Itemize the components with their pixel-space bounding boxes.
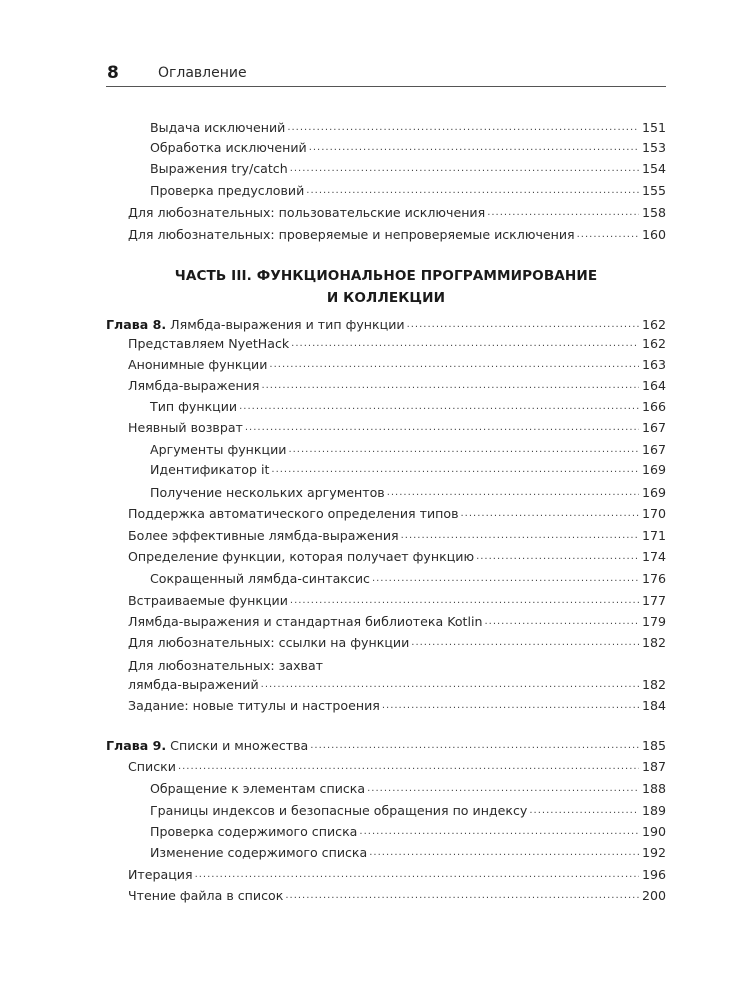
toc-entry[interactable] [106, 377, 666, 394]
toc-entry-label: Для любознательных: проверяемые и непроверяемые исключения [128, 227, 575, 242]
dot-leader [239, 398, 639, 415]
toc-entry-page: 196 [641, 867, 666, 882]
dot-leader [285, 887, 639, 904]
dot-leader [245, 419, 639, 436]
page-number: 8 [107, 63, 119, 83]
toc-entry-page: 167 [641, 420, 666, 435]
dot-leader [306, 182, 639, 199]
toc-entry[interactable] [106, 758, 666, 775]
toc-entry-page: 187 [641, 759, 666, 774]
dot-leader [372, 570, 639, 587]
dot-leader [577, 226, 639, 243]
dot-leader [291, 335, 639, 352]
dot-leader [411, 634, 639, 651]
toc-entry[interactable] [106, 441, 666, 458]
chapter-prefix: Глава 9. [106, 738, 167, 753]
toc-entry-page: 184 [641, 698, 666, 713]
dot-leader [529, 802, 639, 819]
toc-entry[interactable] [106, 204, 666, 221]
toc-entry-label: Чтение файла в список [128, 888, 284, 903]
toc-entry[interactable] [106, 119, 666, 136]
dot-leader [288, 441, 639, 458]
dot-leader [309, 139, 639, 156]
toc-entry-page: 182 [641, 677, 666, 692]
dot-leader [310, 737, 639, 754]
toc-entry[interactable] [106, 634, 666, 651]
toc-entry-page: 170 [641, 506, 666, 521]
toc-entry-label: Изменение содержимого списка [150, 845, 368, 860]
toc-entry-page: 174 [641, 549, 666, 564]
toc-chapter-9[interactable] [106, 737, 666, 754]
toc-entry[interactable] [106, 461, 666, 478]
toc-entry[interactable] [106, 823, 666, 840]
dot-leader [359, 823, 639, 840]
toc-entry-label: Встраиваемые функции [128, 593, 288, 608]
toc-entry-page: 162 [641, 317, 666, 332]
toc-entry-multiline[interactable] [106, 655, 666, 693]
toc-entry[interactable] [106, 548, 666, 565]
toc-entry[interactable] [106, 592, 666, 609]
toc-entry-label: Более эффективные лямбда-выражения [128, 528, 399, 543]
chapter-title: Списки и множества [170, 738, 309, 753]
toc-entry-label: Аргументы функции [150, 442, 287, 457]
toc-entry-label: Итерация [128, 867, 193, 882]
running-title: Оглавление [158, 65, 247, 81]
dot-leader [261, 676, 639, 693]
toc-entry-label: Для любознательных: пользовательские исключения [128, 205, 486, 220]
dot-leader [369, 844, 639, 861]
toc-entry-page: 160 [641, 227, 666, 242]
toc-entry-page: 167 [641, 442, 666, 457]
toc-entry-label: Проверка содержимого списка [150, 824, 358, 839]
dot-leader [269, 356, 639, 373]
toc-entry[interactable] [106, 613, 666, 630]
toc-entry-page: 162 [641, 336, 666, 351]
dot-leader [407, 316, 639, 333]
dot-leader [261, 377, 639, 394]
toc-entry[interactable] [106, 697, 666, 714]
toc-entry[interactable] [106, 505, 666, 522]
toc-entry-page: 154 [641, 161, 666, 176]
dot-leader [382, 697, 639, 714]
toc-chapter-8[interactable] [106, 316, 666, 333]
toc-entry-page: 189 [641, 803, 666, 818]
dot-leader [287, 119, 639, 136]
toc-entry-page: 176 [641, 571, 666, 586]
toc-entry-label: Выражения try/catch [150, 161, 288, 176]
toc-entry-label: Задание: новые титулы и настроения [128, 698, 380, 713]
toc-entry[interactable] [106, 780, 666, 797]
toc-entry-label: Выдача исключений [150, 120, 286, 135]
toc-entry-page: 151 [641, 120, 666, 135]
dot-leader [401, 527, 639, 544]
toc-entry-page: 166 [641, 399, 666, 414]
toc-entry-label: Представляем NyetHack [128, 336, 290, 351]
toc-entry-page: 171 [641, 528, 666, 543]
toc-entry[interactable] [106, 335, 666, 352]
toc-entry-page: 158 [641, 205, 666, 220]
toc-entry-label: Идентификатор it [150, 462, 270, 477]
toc-entry-page: 163 [641, 357, 666, 372]
toc-entry[interactable] [106, 182, 666, 199]
toc-entry-label: Границы индексов и безопасные обращения по индексу [150, 803, 528, 818]
dot-leader [290, 160, 639, 177]
toc-entry-page: 164 [641, 378, 666, 393]
toc-entry-page: 188 [641, 781, 666, 796]
dot-leader [271, 461, 639, 478]
toc-entry-page: 153 [641, 140, 666, 155]
dot-leader [367, 780, 639, 797]
toc-entry-label-line1: Для любознательных: захват [128, 658, 324, 673]
toc-entry[interactable] [106, 570, 666, 587]
dot-leader [461, 505, 639, 522]
toc-entry[interactable] [106, 160, 666, 177]
toc-entry-page: 182 [641, 635, 666, 650]
toc-entry-page: 190 [641, 824, 666, 839]
toc-entry[interactable] [106, 419, 666, 436]
toc-entry[interactable] [106, 844, 666, 861]
toc-entry-page: 192 [641, 845, 666, 860]
toc-entry[interactable] [106, 226, 666, 243]
toc-entry[interactable] [106, 887, 666, 904]
dot-leader [487, 204, 639, 221]
toc-entry-label: Списки [128, 759, 176, 774]
toc-entry-label: Поддержка автоматического определения типов [128, 506, 459, 521]
toc-entry-label: Неявный возврат [128, 420, 243, 435]
toc-entry-page: 155 [641, 183, 666, 198]
toc-entry-label: Лямбда-выражения и стандартная библиотека Kotlin [128, 614, 483, 629]
toc-entry-label-line2: лямбда-выражений [128, 677, 259, 692]
toc-entry[interactable] [106, 398, 666, 415]
toc-entry-label: Лямбда-выражения [128, 378, 260, 393]
toc-entry[interactable] [106, 527, 666, 544]
running-head [106, 62, 666, 87]
part-title-line2: И КОЛЛЕКЦИИ [326, 290, 446, 306]
toc-entry-label: Анонимные функции [128, 357, 268, 372]
dot-leader [178, 758, 639, 775]
toc-entry[interactable] [106, 139, 666, 156]
toc-entry-label: Получение нескольких аргументов [150, 485, 385, 500]
toc-entry-page: 179 [641, 614, 666, 629]
dot-leader [476, 548, 639, 565]
toc-entry-page: 200 [641, 888, 666, 903]
toc-entry-page: 169 [641, 462, 666, 477]
chapter-title: Лямбда-выражения и тип функции [170, 317, 405, 332]
toc-entry-label: Сокращенный лямбда-синтаксис [150, 571, 370, 586]
toc-entry[interactable] [106, 356, 666, 373]
toc-entry[interactable] [106, 866, 666, 883]
toc-entry[interactable] [106, 484, 666, 501]
toc-entry-page: 185 [641, 738, 666, 753]
part-title-line1: ЧАСТЬ III. ФУНКЦИОНАЛЬНОЕ ПРОГРАММИРОВАНИЕ [174, 268, 598, 284]
toc-entry-page: 177 [641, 593, 666, 608]
toc-entry-label: Определение функции, которая получает функцию [128, 549, 475, 564]
dot-leader [484, 613, 638, 630]
toc-entry-label: Проверка предусловий [150, 183, 305, 198]
dot-leader [195, 866, 639, 883]
toc-entry-page: 169 [641, 485, 666, 500]
dot-leader [290, 592, 639, 609]
toc-entry-label: Для любознательных: ссылки на функции [128, 635, 410, 650]
chapter-prefix: Глава 8. [106, 317, 167, 332]
dot-leader [387, 484, 639, 501]
toc-entry-label: Обработка исключений [150, 140, 307, 155]
toc-entry[interactable] [106, 802, 666, 819]
toc-entry-label: Тип функции [150, 399, 238, 414]
toc-entry-label: Обращение к элементам списка [150, 781, 366, 796]
